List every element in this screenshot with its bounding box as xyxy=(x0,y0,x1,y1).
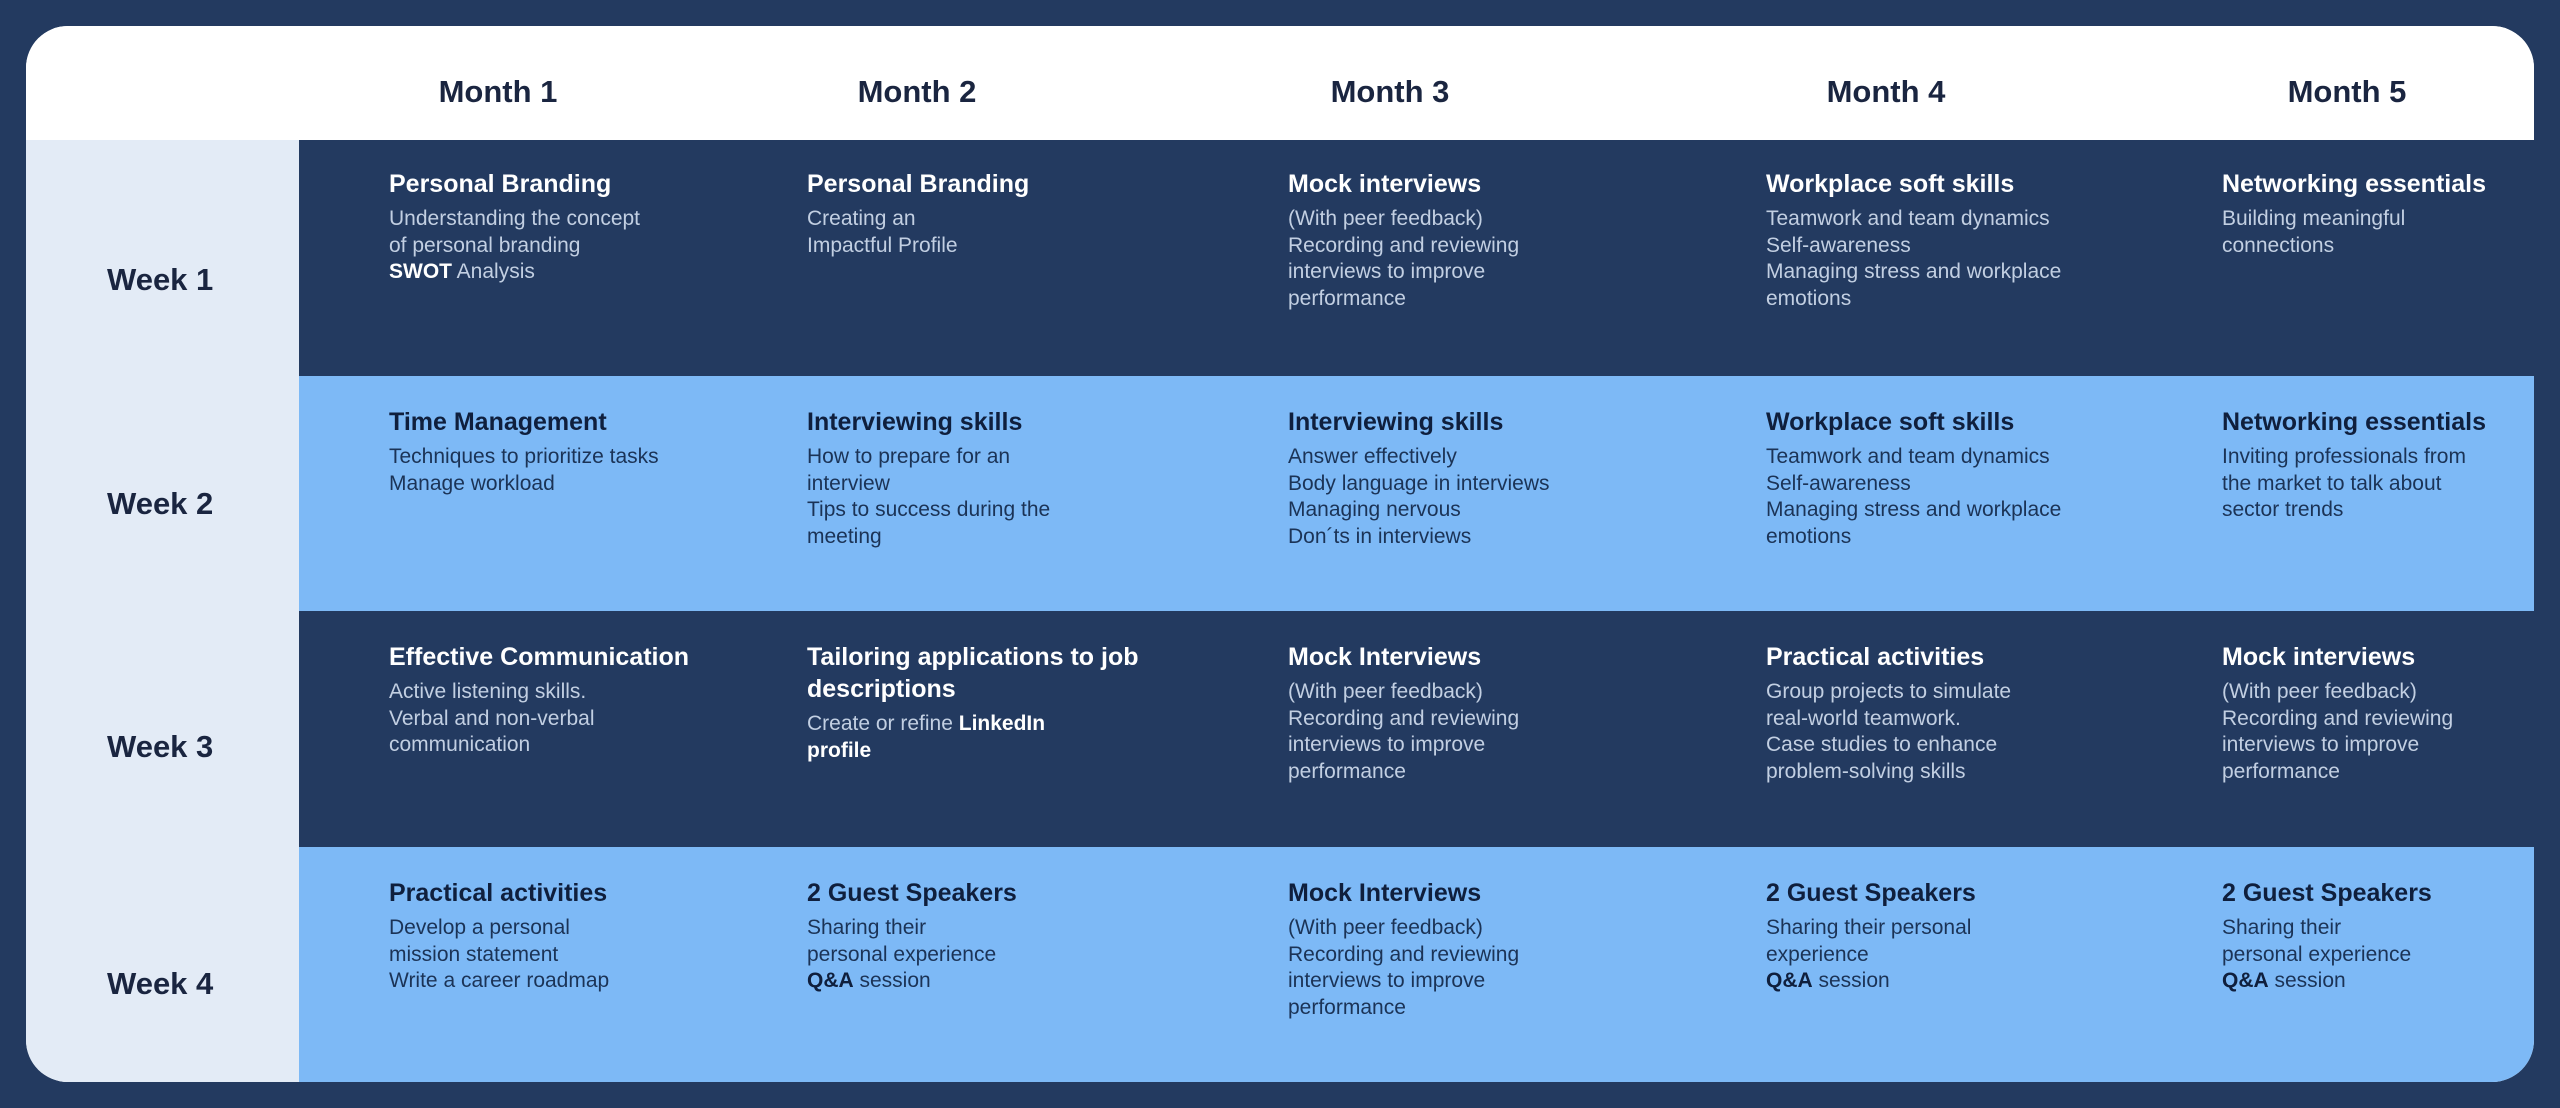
cell-detail-text: Manage workload xyxy=(389,471,555,495)
schedule-cell xyxy=(2222,877,2522,995)
cell-detail-text: session xyxy=(853,969,931,992)
cell-detail-text: Teamwork and team dynamics xyxy=(1766,207,2050,230)
cell-detail-text: Recording and reviewing xyxy=(1288,233,1520,257)
cell-title: Personal Branding xyxy=(807,170,1030,198)
cell-detail-line xyxy=(807,233,1187,260)
cell-detail-line xyxy=(807,444,1187,471)
cell-detail-line xyxy=(1288,942,1648,969)
cell-detail-line xyxy=(1766,444,2136,471)
cell-detail-line xyxy=(1288,968,1648,995)
week-label-2: Week 2 xyxy=(107,486,214,521)
cell-detail-text: (With peer feedback) xyxy=(1288,207,1483,230)
cell-detail-line xyxy=(389,679,749,706)
cell-detail-line xyxy=(2222,497,2522,524)
cell-detail-line xyxy=(2222,471,2522,498)
cell-detail-text: connections xyxy=(2222,233,2335,257)
cell-detail-text: session xyxy=(2268,969,2346,992)
cell-detail-line xyxy=(2222,968,2522,995)
cell-detail-line xyxy=(1766,471,2136,498)
schedule-cell xyxy=(807,641,1187,764)
schedule-cell xyxy=(2222,168,2522,259)
cell-detail-line xyxy=(1766,259,2136,286)
cell-detail-text: performance xyxy=(1288,286,1406,310)
cell-title: Networking essentials xyxy=(2222,170,2486,198)
cell-detail-text: experience xyxy=(1766,942,1869,966)
week-label-3: Week 3 xyxy=(107,729,214,764)
cell-detail-text: Recording and reviewing xyxy=(1288,706,1520,730)
cell-detail-line xyxy=(2222,233,2522,260)
cell-detail-text: Managing stress and workplace xyxy=(1766,260,2062,283)
cell-detail-line xyxy=(807,711,1187,738)
cell-detail-line xyxy=(1288,759,1648,786)
cell-detail-text: Answer effectively xyxy=(1288,445,1457,468)
cell-detail-emphasis: SWOT xyxy=(389,260,452,283)
schedule-cell xyxy=(1766,168,2136,312)
cell-detail-line xyxy=(1288,497,1648,524)
cell-title: Mock interviews xyxy=(1288,170,1482,198)
cell-detail-text: of personal branding xyxy=(389,233,581,257)
week-2-row xyxy=(299,376,2534,611)
cell-detail-text: Sharing their xyxy=(2222,916,2342,939)
cell-detail-text: sector trends xyxy=(2222,498,2344,521)
cell-detail-line xyxy=(1766,915,2136,942)
month-header-2: Month 2 xyxy=(857,74,977,109)
cell-detail-text: Write a career roadmap xyxy=(389,969,610,992)
schedule-cell xyxy=(389,168,749,286)
cell-detail-text: Sharing their xyxy=(807,916,927,939)
cell-detail-line xyxy=(1766,497,2136,524)
cell-title: Time Management xyxy=(389,408,607,436)
schedule-cell xyxy=(389,641,749,759)
cell-title: Mock Interviews xyxy=(1288,879,1482,907)
cell-detail-line xyxy=(807,497,1187,524)
cell-detail-text: performance xyxy=(1288,995,1406,1019)
cell-detail-line xyxy=(389,732,749,759)
cell-detail-emphasis: Q&A xyxy=(807,969,854,992)
cell-detail-line xyxy=(807,942,1187,969)
cell-title: Networking essentials xyxy=(2222,408,2486,436)
schedule-cell xyxy=(807,168,1187,259)
cell-detail-line xyxy=(1288,286,1648,313)
cell-title: Workplace soft skills xyxy=(1766,170,2015,198)
cell-detail-text: interviews to improve xyxy=(1288,969,1486,992)
cell-title: 2 Guest Speakers xyxy=(2222,879,2432,907)
cell-detail-text: Recording and reviewing xyxy=(2222,706,2454,730)
cell-detail-line xyxy=(389,259,749,286)
week-4-row xyxy=(299,847,2534,1082)
schedule-cell xyxy=(1288,641,1648,785)
cell-detail-text: the market to talk about xyxy=(2222,471,2442,495)
schedule-table xyxy=(26,26,2534,1082)
cell-detail-text: Analysis xyxy=(452,260,535,283)
cell-detail-text: interviews to improve xyxy=(1288,733,1486,756)
cell-detail-text: interviews to improve xyxy=(1288,260,1486,283)
cell-detail-emphasis: Q&A xyxy=(2222,969,2269,992)
cell-detail-text: Teamwork and team dynamics xyxy=(1766,445,2050,468)
cell-detail-text: Verbal and non-verbal xyxy=(389,706,595,730)
cell-detail-line xyxy=(389,233,749,260)
month-header-5: Month 5 xyxy=(2287,74,2407,109)
cell-title: Tailoring applications to job descriptions xyxy=(807,643,1139,703)
cell-detail-text: (With peer feedback) xyxy=(2222,680,2417,703)
cell-detail-text: interviews to improve xyxy=(2222,733,2420,756)
cell-detail-line xyxy=(807,915,1187,942)
schedule-cell xyxy=(1766,877,2136,995)
cell-detail-line xyxy=(1288,524,1648,551)
cell-detail-line xyxy=(807,206,1187,233)
cell-detail-line xyxy=(1288,995,1648,1022)
cell-detail-line xyxy=(2222,206,2522,233)
schedule-cell xyxy=(2222,406,2522,524)
cell-detail-line xyxy=(1288,259,1648,286)
cell-detail-text: Active listening skills. xyxy=(389,680,587,703)
cell-detail-text: Understanding the concept xyxy=(389,207,641,230)
cell-detail-text: Recording and reviewing xyxy=(1288,942,1520,966)
cell-detail-line xyxy=(2222,759,2522,786)
week-label-column xyxy=(26,140,299,1082)
cell-detail-text: Impactful Profile xyxy=(807,233,958,257)
schedule-cell xyxy=(389,877,749,995)
cell-detail-line xyxy=(389,471,749,498)
cell-detail-text: communication xyxy=(389,733,531,756)
cell-detail-text: Body language in interviews xyxy=(1288,471,1550,495)
cell-detail-line xyxy=(1766,942,2136,969)
schedule-cell xyxy=(1288,877,1648,1021)
cell-detail-text: (With peer feedback) xyxy=(1288,680,1483,703)
cell-detail-text: Self-awareness xyxy=(1766,471,1911,495)
cell-detail-line xyxy=(389,206,749,233)
cell-detail-text: How to prepare for an xyxy=(807,445,1011,468)
cell-title: Interviewing skills xyxy=(1288,408,1504,436)
cell-detail-line xyxy=(1288,915,1648,942)
cell-detail-text: Develop a personal xyxy=(389,916,570,939)
week-label-1: Week 1 xyxy=(107,262,214,297)
schedule-cell xyxy=(1766,641,2136,785)
cell-detail-text: Inviting professionals from xyxy=(2222,445,2466,468)
schedule-cell xyxy=(807,877,1187,995)
cell-detail-line xyxy=(1288,706,1648,733)
cell-detail-text: Case studies to enhance xyxy=(1766,733,1998,756)
cell-title: Effective Communication xyxy=(389,643,690,671)
cell-detail-line xyxy=(1766,706,2136,733)
schedule-cell xyxy=(2222,641,2522,785)
cell-detail-text: interview xyxy=(807,471,890,495)
month-header-1: Month 1 xyxy=(438,74,558,109)
schedule-cell xyxy=(1288,406,1648,550)
cell-detail-line xyxy=(389,706,749,733)
cell-detail-line xyxy=(1288,471,1648,498)
cell-detail-line xyxy=(389,968,749,995)
cell-detail-line xyxy=(1288,206,1648,233)
cell-detail-line xyxy=(807,471,1187,498)
cell-detail-text: performance xyxy=(1288,759,1406,783)
cell-title: Mock Interviews xyxy=(1288,643,1482,671)
month-header-3: Month 3 xyxy=(1330,74,1450,109)
cell-detail-line xyxy=(1766,286,2136,313)
cell-detail-text: Create or refine xyxy=(807,712,959,735)
cell-detail-emphasis: Q&A xyxy=(1766,969,1813,992)
cell-detail-text: Creating an xyxy=(807,207,916,230)
cell-detail-text: real-world teamwork. xyxy=(1766,706,1961,730)
cell-title: Practical activities xyxy=(1766,643,1985,671)
cell-detail-line xyxy=(1288,444,1648,471)
cell-detail-text: Don´ts in interviews xyxy=(1288,524,1472,548)
week-label-4: Week 4 xyxy=(107,966,214,1001)
cell-title: Interviewing skills xyxy=(807,408,1023,436)
cell-detail-text: Managing nervous xyxy=(1288,498,1461,521)
cell-detail-line xyxy=(389,444,749,471)
cell-detail-line xyxy=(807,968,1187,995)
cell-detail-text: Techniques to prioritize tasks xyxy=(389,445,659,468)
cell-detail-text: emotions xyxy=(1766,524,1852,548)
cell-detail-line xyxy=(2222,915,2522,942)
week-3-row xyxy=(299,611,2534,847)
cell-detail-line xyxy=(1766,759,2136,786)
cell-detail-emphasis: profile xyxy=(807,738,872,762)
week-1-row xyxy=(299,140,2534,376)
cell-detail-line xyxy=(2222,942,2522,969)
cell-detail-text: personal experience xyxy=(807,942,997,966)
cell-detail-line xyxy=(389,942,749,969)
cell-detail-text: mission statement xyxy=(389,942,559,966)
cell-detail-line xyxy=(2222,732,2522,759)
cell-detail-text: Self-awareness xyxy=(1766,233,1911,257)
cell-detail-line xyxy=(1766,732,2136,759)
cell-detail-text: Sharing their personal xyxy=(1766,916,1972,939)
cell-detail-text: personal experience xyxy=(2222,942,2412,966)
cell-detail-line xyxy=(2222,706,2522,733)
cell-title: Practical activities xyxy=(389,879,608,907)
cell-detail-text: meeting xyxy=(807,524,882,548)
cell-title: 2 Guest Speakers xyxy=(807,879,1017,907)
cell-title: Mock interviews xyxy=(2222,643,2416,671)
schedule-cell xyxy=(1766,406,2136,550)
cell-title: Workplace soft skills xyxy=(1766,408,2015,436)
cell-detail-text: problem-solving skills xyxy=(1766,759,1966,783)
cell-detail-line xyxy=(2222,444,2522,471)
month-header-4: Month 4 xyxy=(1826,74,1946,109)
cell-detail-line xyxy=(1766,524,2136,551)
cell-detail-text: session xyxy=(1812,969,1890,992)
cell-detail-line xyxy=(1766,233,2136,260)
cell-title: 2 Guest Speakers xyxy=(1766,879,1976,907)
cell-detail-emphasis: LinkedIn xyxy=(958,712,1046,735)
cell-detail-text: Managing stress and workplace xyxy=(1766,498,2062,521)
cell-detail-text: Building meaningful xyxy=(2222,207,2406,230)
cell-detail-line xyxy=(807,738,1187,765)
cell-detail-text: Group projects to simulate xyxy=(1766,680,2012,703)
cell-detail-line xyxy=(1288,679,1648,706)
cell-detail-line xyxy=(1766,679,2136,706)
cell-detail-text: emotions xyxy=(1766,286,1852,310)
cell-detail-text: (With peer feedback) xyxy=(1288,916,1483,939)
cell-detail-text: performance xyxy=(2222,759,2340,783)
cell-detail-line xyxy=(2222,679,2522,706)
cell-detail-line xyxy=(389,915,749,942)
cell-detail-line xyxy=(1766,206,2136,233)
cell-detail-line xyxy=(807,524,1187,551)
schedule-cell xyxy=(807,406,1187,550)
cell-detail-line xyxy=(1766,968,2136,995)
cell-detail-line xyxy=(1288,233,1648,260)
cell-title: Personal Branding xyxy=(389,170,612,198)
cell-detail-text: Tips to success during the xyxy=(807,498,1051,521)
schedule-cell xyxy=(389,406,749,497)
month-header-row xyxy=(26,26,2534,140)
cell-detail-line xyxy=(1288,732,1648,759)
schedule-cell xyxy=(1288,168,1648,312)
